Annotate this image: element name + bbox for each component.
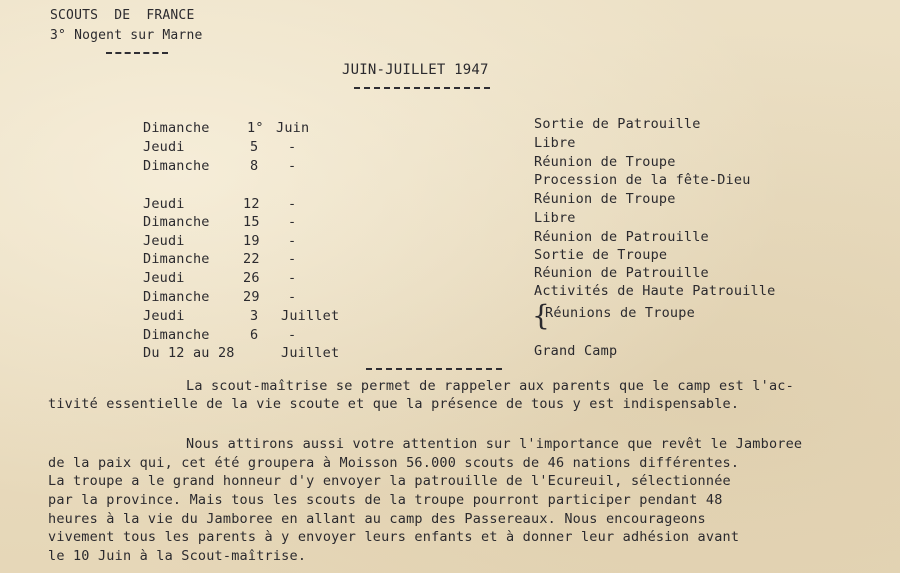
schedule-month: - — [288, 289, 297, 305]
schedule-date: 12 — [243, 196, 260, 212]
schedule-activity: Activités de Haute Patrouille — [534, 283, 776, 299]
schedule-date: 29 — [243, 289, 260, 305]
schedule-month: Juillet — [281, 308, 340, 324]
schedule-date: 5 — [250, 139, 259, 155]
schedule-date: 19 — [243, 233, 260, 249]
paragraph-line: heures à la vie du Jamboree en allant au camp des Passereaux. Nous encourageons — [48, 511, 706, 527]
schedule-activity: Grand Camp — [534, 343, 618, 359]
schedule-day: Dimanche — [143, 120, 210, 136]
schedule-day: Jeudi — [143, 196, 185, 212]
schedule-activity: Réunion de Troupe — [534, 191, 676, 207]
schedule-activity: Réunion de Patrouille — [534, 229, 709, 245]
schedule-day: Dimanche — [143, 158, 210, 174]
schedule-date: 6 — [250, 327, 259, 343]
schedule-month: - — [288, 251, 297, 267]
schedule-day: Jeudi — [143, 233, 185, 249]
document-title: JUIN-JUILLET 1947 — [342, 62, 489, 78]
organization-name: SCOUTS DE FRANCE — [50, 8, 195, 23]
schedule-month: - — [288, 327, 297, 343]
schedule-activity: Procession de la fête-Dieu — [534, 172, 751, 188]
schedule-day: Jeudi — [143, 139, 185, 155]
schedule-day: Du 12 au 28 — [143, 345, 235, 361]
schedule-month: Juillet — [281, 345, 340, 361]
schedule-date: 8 — [250, 158, 259, 174]
title-underline — [354, 87, 490, 89]
schedule-month: - — [288, 196, 297, 212]
schedule-activity: Réunion de Patrouille — [534, 265, 709, 281]
schedule-day: Jeudi — [143, 308, 185, 324]
paragraph-line: de la paix qui, cet été groupera à Moisson 56.000 scouts de 46 nations différentes. — [48, 455, 740, 471]
schedule-date: 26 — [243, 270, 260, 286]
schedule-activity: Réunion de Troupe — [534, 154, 676, 170]
group-name: 3° Nogent sur Marne — [50, 28, 203, 43]
paragraph-line: La troupe a le grand honneur d'y envoyer la patrouille de l'Ecureuil, sélectionnée — [48, 473, 731, 489]
schedule-day: Jeudi — [143, 270, 185, 286]
schedule-month: - — [288, 270, 297, 286]
schedule-date: 3 — [250, 308, 259, 324]
schedule-month: - — [288, 233, 297, 249]
header-underline — [106, 52, 168, 54]
section-divider — [366, 368, 502, 370]
brace-mark: { — [532, 299, 550, 332]
schedule-day: Dimanche — [143, 251, 210, 267]
schedule-month: Juin — [276, 120, 310, 136]
schedule-month: - — [288, 139, 297, 155]
schedule-date: 22 — [243, 251, 260, 267]
paragraph-line: tivité essentielle de la vie scoute et que la présence de tous y est indispensable. — [48, 396, 740, 412]
schedule-activity: Libre — [534, 135, 576, 151]
paragraph-line: vivement tous les parents à y envoyer leurs enfants et à donner leur adhésion avant — [48, 529, 740, 545]
schedule-day: Dimanche — [143, 289, 210, 305]
paragraph-line: La scout-maîtrise se permet de rappeler aux parents que le camp est l'ac- — [186, 378, 794, 394]
schedule-activity: Réunions de Troupe — [545, 305, 695, 321]
schedule-activity: Sortie de Patrouille — [534, 116, 701, 132]
schedule-month: - — [288, 214, 297, 230]
paragraph-line: par la province. Mais tous les scouts de la troupe pourront participer pendant 48 — [48, 492, 723, 508]
schedule-day: Dimanche — [143, 214, 210, 230]
schedule-activity: Libre — [534, 210, 576, 226]
paragraph-line: le 10 Juin à la Scout-maîtrise. — [48, 548, 307, 564]
schedule-date: 1° — [247, 120, 264, 136]
schedule-date: 15 — [243, 214, 260, 230]
paragraph-line: Nous attirons aussi votre attention sur l'importance que revêt le Jamboree — [186, 436, 803, 452]
schedule-day: Dimanche — [143, 327, 210, 343]
schedule-month: - — [288, 158, 297, 174]
schedule-activity: Sortie de Troupe — [534, 247, 668, 263]
